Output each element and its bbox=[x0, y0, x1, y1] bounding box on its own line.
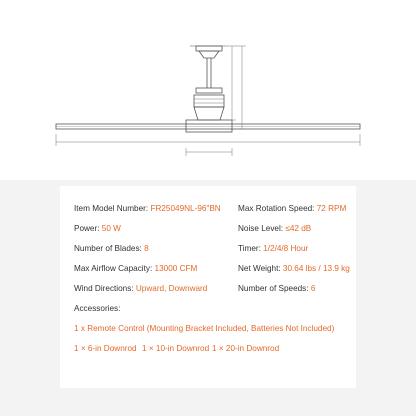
accessory-downrod-10: 1 × 10-in Downrod bbox=[142, 344, 210, 353]
spec-blades bbox=[74, 244, 149, 253]
spec-label: Wind Directions: bbox=[74, 284, 134, 293]
spec-value: 72 RPM bbox=[316, 204, 347, 213]
spec-timer bbox=[238, 244, 308, 253]
accessory-downrod-6: 1 × 6-in Downrod bbox=[74, 344, 137, 353]
spec-label: Net Weight: bbox=[238, 264, 281, 273]
spec-label: Number of Blades: bbox=[74, 244, 142, 253]
ceiling-canopy bbox=[196, 46, 222, 51]
accessory-remote: 1 x Remote Control (Mounting Bracket Included, Batteries Not Included) bbox=[74, 324, 335, 333]
spec-value: 50 W bbox=[101, 224, 121, 233]
spec-model bbox=[74, 204, 221, 213]
accessory-downrod-20: 1 × 20-in Downrod bbox=[212, 344, 280, 353]
light-kit bbox=[194, 107, 224, 120]
spec-label: Max Airflow Capacity: bbox=[74, 264, 153, 273]
spec-value: Upward, Downward bbox=[135, 284, 208, 293]
motor-collar bbox=[196, 88, 222, 93]
spec-label: Item Model Number: bbox=[74, 204, 149, 213]
spec-rotation bbox=[238, 204, 346, 213]
spec-label: Number of Speeds: bbox=[238, 284, 309, 293]
spec-wind bbox=[74, 284, 207, 293]
canopy-cone bbox=[199, 51, 219, 58]
spec-weight bbox=[238, 264, 350, 273]
spec-power bbox=[74, 224, 121, 233]
spec-card bbox=[60, 186, 356, 388]
spec-value: 13000 CFM bbox=[154, 264, 198, 273]
spec-speeds bbox=[238, 284, 315, 293]
spec-value: 6 bbox=[310, 284, 316, 293]
fan-dimension-drawing bbox=[0, 0, 416, 180]
spec-label: Power: bbox=[74, 224, 100, 233]
spec-value: ≤42 dB bbox=[285, 224, 312, 233]
spec-noise bbox=[238, 224, 311, 233]
accessories-title: Accessories: bbox=[74, 304, 121, 313]
spec-label: Timer: bbox=[238, 244, 261, 253]
spec-value: 8 bbox=[144, 244, 149, 253]
spec-value: 30.64 lbs / 13.9 kg bbox=[282, 264, 350, 273]
spec-label: Noise Level: bbox=[238, 224, 284, 233]
spec-value: FR25049NL-96"BN bbox=[150, 204, 221, 213]
motor-housing bbox=[194, 95, 224, 107]
spec-airflow bbox=[74, 264, 197, 273]
spec-value: 1/2/4/8 Hour bbox=[263, 244, 309, 253]
spec-label: Max Rotation Speed: bbox=[238, 204, 315, 213]
fan-diagram bbox=[0, 0, 416, 180]
blade-hub bbox=[186, 120, 232, 132]
